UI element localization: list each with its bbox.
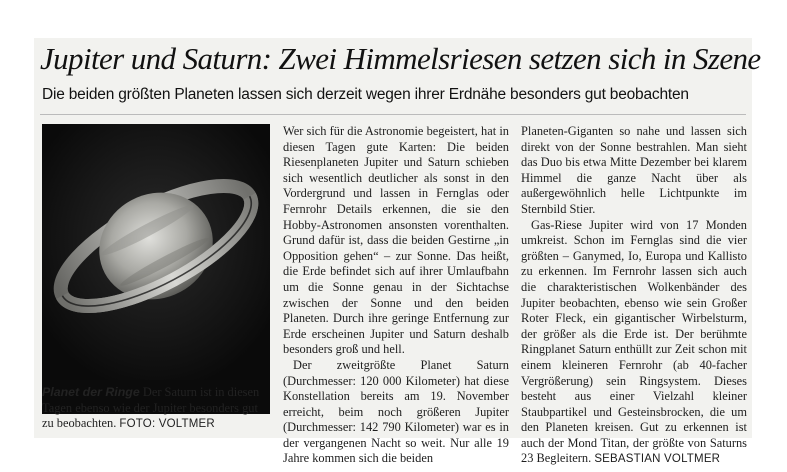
byline: SEBASTIAN VOLTMER [594,453,721,466]
headline: Jupiter und Saturn: Zwei Himmelsriesen setzen sich in Szene [40,41,761,76]
photo-caption [42,385,272,433]
photo-credit: FOTO: VOLTMER [119,418,215,431]
subheadline: Die beiden größten Planeten lassen sich derzeit wegen ihrer Erdnähe besonders gut beobachten [42,86,689,103]
saturn-image [42,124,270,380]
paragraph: Wer sich für die Astronomie begeistert, hat in diesen Tagen gute Karten: Die beiden Riesenplaneten Jupiter und Saturn schieben sich wesentlich deutlicher als sonst in den Vordergrund und lassen in Fernglas oder Fernrohr Details erkennen, die sie den Hobby-Astronomen ansonsten vorenthalten. Grund dafür ist, dass die beiden Gestirne „in Opposition gehen“ – zur Sonne. Das heißt, die Erde befindet sich auf ihrer Umlaufbahn um die Sonne genau in der Sichtachse zwischen der Sonne und den beiden Planeten. Durch ihre geringe Entfernung zur Erde erscheinen Jupiter und Saturn deshalb besonders groß und hell. [283,124,509,357]
caption-title: Planet der Ringe [42,385,140,399]
saturn-photo [42,124,270,414]
caption-text: Der Saturn ist in diesen Tagen ebenso wie der Jupiter besonders gut zu beobachten. [42,385,260,431]
divider [40,114,746,115]
newspaper-clipping [34,38,761,466]
paragraph: Planeten-Giganten so nahe und lassen sich direkt von der Sonne bestrahlen. Man sieht das Duo bis etwa Mitte Dezember bei klarem Himmel die ganze Nacht über als außergewöhnlich helle Lichtpunkte im Sternbild Stier. [521,124,747,216]
paragraph: Der zweitgrößte Planet Saturn (Durchmesser: 120 000 Kilometer) hat diese Konstellation bereits am 19. November erreicht, beim noch größeren Jupiter (Durchmesser: 142 790 Kilometer) war es in der vergangenen Nacht so weit. Nur alle 19 Jahre kommen sich die beiden [283,357,509,466]
paragraph: Gas-Riese Jupiter wird von 17 Monden umkreist. Schon im Fernglas sind die vier größten – Ganymed, Io, Europa und Kallisto zu erkennen. Im Fernrohr lassen sich auch die charakteristischen Wolkenbänder des Jupiter beobachten, ebenso wie sein Großer Roter Fleck, ein gigantischer Wirbelsturm, der größer als die Erde ist. Der berühmte Ringplanet Saturn enthüllt zur Zeit schon mit einem kleineren Fernrohr (ab 40-facher Vergrößerung) sein Ringsystem. Dieses besteht aus einer Vielzahl kleiner Staubpartikel und Gesteinsbrocken, die um den Planeten kreisen. Gut zu erkennen ist auch der Mond Titan, der größte von Saturns 23 Begleitern. [521,217,747,466]
article-column-1 [283,124,509,467]
article-column-2 [521,124,747,468]
